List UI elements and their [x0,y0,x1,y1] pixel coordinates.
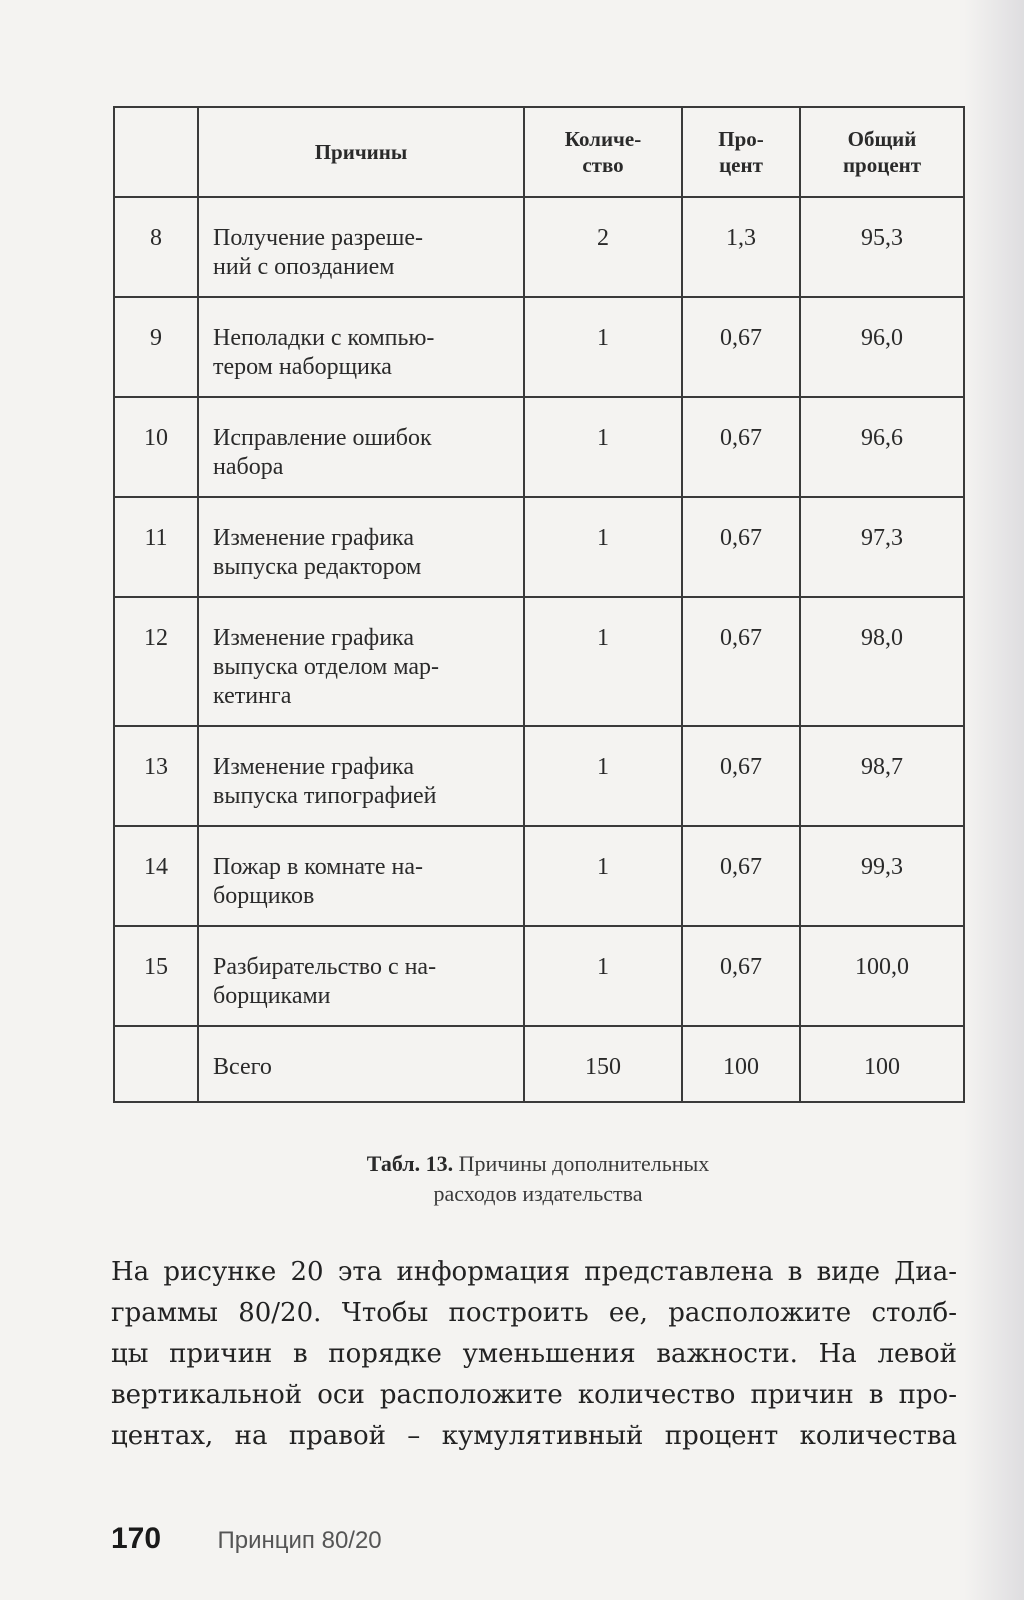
row-number: 9 [114,297,198,397]
body-paragraph [111,1252,957,1457]
row-total-percent: 99,3 [800,826,964,926]
row-count: 1 [524,726,682,826]
row-number: 10 [114,397,198,497]
row-number: 12 [114,597,198,726]
row-reason: Изменение графика выпуска редактором [198,497,524,597]
row-reason: Неполадки с компью- тером наборщика [198,297,524,397]
row-reason: Исправление ошибок набора [198,397,524,497]
header-count: Количе- ство [524,107,682,197]
table-row [114,497,964,597]
table-header-row [114,107,964,197]
row-percent: 0,67 [682,497,800,597]
row-percent: 0,67 [682,297,800,397]
row-number: 15 [114,926,198,1026]
row-count: 1 [524,597,682,726]
row-percent: 0,67 [682,397,800,497]
page-number: 170 [111,1522,162,1555]
row-total-percent: 96,0 [800,297,964,397]
table-row [114,726,964,826]
row-reason: Изменение графика выпуска отделом мар- кетинга [198,597,524,726]
row-number: 11 [114,497,198,597]
total-number [114,1026,198,1102]
total-percent: 100 [682,1026,800,1102]
table-total-row [114,1026,964,1102]
table-row [114,597,964,726]
row-count: 2 [524,197,682,297]
table-caption [113,1149,963,1209]
row-total-percent: 95,3 [800,197,964,297]
running-title: Принцип 80/20 [217,1527,382,1554]
table-row [114,197,964,297]
table-row [114,926,964,1026]
header-total-percent: Общий процент [800,107,964,197]
causes-table [113,106,965,1103]
caption-label: Табл. 13. [366,1151,454,1176]
row-total-percent: 98,0 [800,597,964,726]
table-row [114,826,964,926]
row-reason: Разбирательство с на- борщиками [198,926,524,1026]
row-percent: 0,67 [682,826,800,926]
page-edge-shadow [964,0,1024,1600]
row-count: 1 [524,926,682,1026]
body-line: На рисунке 20 эта информация представлена в виде Диа- [111,1257,957,1287]
table-row [114,297,964,397]
total-total-percent: 100 [800,1026,964,1102]
body-line: граммы 80/20. Чтобы построить ее, расположите столб- [111,1298,957,1328]
caption-text: Причины дополнительных расходов издательства [433,1151,710,1206]
row-count: 1 [524,297,682,397]
row-number: 13 [114,726,198,826]
causes-table-container [113,106,963,1103]
page-footer [111,1522,382,1556]
header-percent: Про- цент [682,107,800,197]
row-total-percent: 100,0 [800,926,964,1026]
total-label: Всего [198,1026,524,1102]
row-count: 1 [524,497,682,597]
row-count: 1 [524,826,682,926]
row-count: 1 [524,397,682,497]
row-reason: Изменение графика выпуска типографией [198,726,524,826]
row-number: 8 [114,197,198,297]
body-line: цы причин в порядке уменьшения важности. На левой [111,1339,957,1369]
row-reason: Пожар в комнате на- борщиков [198,826,524,926]
body-line: вертикальной оси расположите количество причин в про- [111,1380,957,1410]
total-count: 150 [524,1026,682,1102]
row-total-percent: 96,6 [800,397,964,497]
body-line: центах, на правой – кумулятивный процент количества [111,1421,957,1451]
header-reason: Причины [198,107,524,197]
row-percent: 0,67 [682,726,800,826]
row-percent: 0,67 [682,597,800,726]
table-row [114,397,964,497]
row-number: 14 [114,826,198,926]
row-percent: 1,3 [682,197,800,297]
row-total-percent: 97,3 [800,497,964,597]
header-number [114,107,198,197]
row-percent: 0,67 [682,926,800,1026]
row-total-percent: 98,7 [800,726,964,826]
row-reason: Получение разреше- ний с опозданием [198,197,524,297]
